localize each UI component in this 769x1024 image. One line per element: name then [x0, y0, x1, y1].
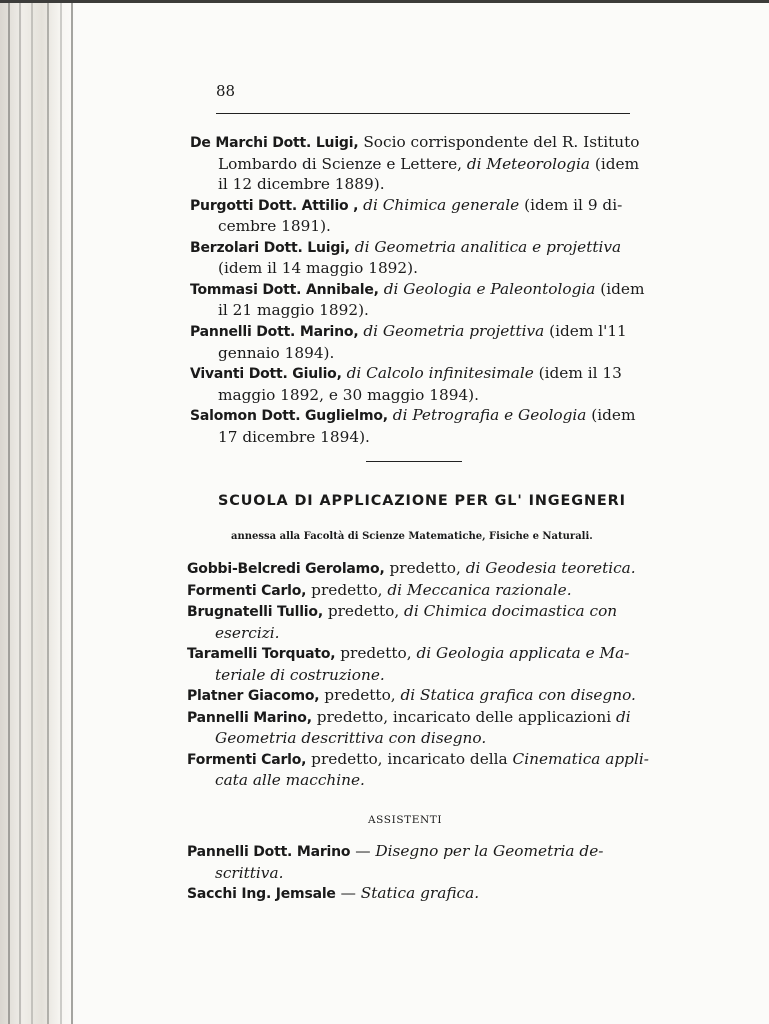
assistant-entry: [187, 883, 637, 905]
entry-text: —: [350, 842, 376, 860]
entry-continuation-line: [187, 623, 637, 644]
entry-continuation-line: [190, 216, 640, 237]
entry-text: predetto,: [322, 602, 405, 620]
entry-continuation-line: [190, 174, 640, 195]
entry-first-line: [187, 580, 637, 602]
person-name: Platner Giacomo,: [187, 688, 320, 705]
entry-text: scrittiva.: [215, 863, 284, 882]
entry-text: (idem: [590, 154, 640, 173]
entry-text: predetto, incaricato della: [306, 749, 513, 768]
entry-text: di Geodesia teoretica.: [465, 559, 636, 577]
entry-text: (idem: [586, 406, 636, 425]
entry-first-line: [187, 883, 637, 905]
faculty-entry: [190, 195, 640, 237]
entry-text: 17 dicembre 1894).: [218, 427, 370, 446]
entry-first-line: [190, 279, 645, 301]
entry-text: il 12 dicembre 1889).: [218, 175, 385, 194]
entry-first-line: [187, 643, 637, 665]
entry-text: di Meccanica razionale.: [387, 580, 572, 599]
entry-continuation-line: [187, 728, 637, 749]
school-entry: [187, 601, 637, 643]
person-name: Formenti Carlo,: [187, 751, 307, 768]
entry-text: il 21 maggio 1892).: [218, 301, 369, 320]
entry-text: Socio corrispondente del R. Istituto: [358, 133, 640, 151]
school-entry: [187, 749, 649, 791]
entry-text: cembre 1891).: [218, 217, 331, 236]
person-name: Formenti Carlo,: [187, 582, 307, 599]
entry-text: predetto,: [319, 686, 401, 705]
faculty-entry: [190, 321, 640, 363]
entry-text: predetto,: [335, 644, 417, 663]
entry-text: di Chimica docimastica con: [404, 602, 618, 620]
entry-first-line: [187, 841, 637, 863]
entry-text: di Geologia e Paleontologia: [383, 279, 596, 298]
entry-text: Disegno per la Geometria de-: [375, 842, 604, 860]
entry-first-line: [190, 321, 640, 343]
person-name: Vivanti Dott. Giulio,: [190, 366, 342, 383]
entry-text: —: [335, 884, 361, 903]
entry-first-line: [190, 363, 640, 385]
person-name: Pannelli Dott. Marino,: [190, 324, 359, 340]
school-entry: [187, 707, 637, 749]
person-name: Taramelli Torquato,: [187, 646, 336, 663]
faculty-entry: [190, 405, 640, 447]
school-entry: [187, 558, 637, 580]
faculty-entry: [190, 132, 640, 195]
entry-text: (idem il 14 maggio 1892).: [218, 259, 418, 278]
entry-text: di Meteorologia: [466, 154, 590, 173]
faculty-entry: [190, 279, 645, 321]
entry-first-line: [187, 749, 649, 771]
entry-continuation-line: [190, 154, 640, 175]
entry-text: (idem il 13: [533, 364, 622, 383]
entry-continuation-line: [190, 258, 640, 279]
entry-text: esercizi.: [215, 623, 280, 642]
entry-text: cata alle macchine.: [215, 771, 365, 790]
assistants-heading: ASSISTENTI: [368, 814, 443, 826]
entry-text: Geometria descrittiva con disegno.: [215, 729, 487, 748]
entry-first-line: [187, 601, 637, 623]
entry-text: di: [615, 707, 631, 726]
entry-text: Lombardo di Scienze e Lettere,: [218, 154, 467, 173]
entry-continuation-line: [190, 300, 640, 321]
section-separator: [366, 461, 462, 462]
page-number: 88: [216, 82, 236, 100]
entry-continuation-line: [190, 427, 640, 448]
person-name: Gobbi-Belcredi Gerolamo,: [187, 561, 385, 577]
entry-text: di Geometria projettiva: [363, 322, 545, 340]
entry-first-line: [190, 405, 640, 427]
faculty-entry: [190, 363, 640, 405]
entry-text: di Geologia applicata e Ma-: [416, 644, 630, 663]
faculty-entry: [190, 237, 640, 279]
entry-text: predetto,: [384, 559, 466, 577]
section-subheading: annessa alla Facoltà di Scienze Matematiche, Fisiche e Naturali.: [231, 531, 593, 542]
entry-continuation-line: [190, 343, 640, 364]
section-heading: SCUOLA DI APPLICAZIONE PER GL' INGEGNERI: [218, 493, 626, 509]
entry-text: (idem il 9 di-: [519, 195, 623, 214]
entry-text: di Statica grafica con disegno.: [400, 686, 636, 705]
school-entry: [187, 685, 637, 707]
entry-text: gennaio 1894).: [218, 343, 335, 362]
header-rule: [216, 113, 630, 114]
entry-text: di Chimica generale: [363, 195, 520, 214]
entry-text: predetto,: [306, 580, 388, 599]
school-entry: [187, 643, 637, 685]
person-name: Tommasi Dott. Annibale,: [190, 281, 379, 298]
person-name: De Marchi Dott. Luigi,: [190, 135, 359, 151]
entry-first-line: [190, 195, 640, 217]
entry-text: predetto, incaricato delle applicazioni: [311, 707, 616, 726]
entry-text: teriale di costruzione.: [215, 665, 385, 684]
entry-text: di Petrografia e Geologia: [392, 406, 587, 425]
entry-text: Statica grafica.: [360, 884, 480, 903]
person-name: Salomon Dott. Guglielmo,: [190, 408, 388, 425]
entry-text: Cinematica appli-: [512, 749, 649, 768]
entry-text: maggio 1892, e 30 maggio 1894).: [218, 385, 480, 404]
entry-first-line: [187, 685, 637, 707]
person-name: Purgotti Dott. Attilio ,: [190, 197, 359, 214]
person-name: Sacchi Ing. Jemsale: [187, 886, 336, 903]
entry-first-line: [187, 707, 637, 729]
person-name: Pannelli Dott. Marino: [187, 844, 351, 860]
entry-text: (idem: [595, 279, 645, 298]
school-entry: [187, 580, 637, 602]
entry-continuation-line: [187, 665, 637, 686]
entry-first-line: [190, 132, 640, 154]
entry-text: di Geometria analitica e projettiva: [354, 237, 622, 256]
top-edge-shadow: [0, 0, 769, 3]
entry-continuation-line: [187, 770, 637, 791]
assistant-entry: [187, 841, 637, 883]
entry-text: di Calcolo infinitesimale: [346, 364, 534, 383]
person-name: Brugnatelli Tullio,: [187, 604, 323, 620]
person-name: Berzolari Dott. Luigi,: [190, 239, 350, 256]
book-binding-edge: [0, 0, 76, 1024]
entry-continuation-line: [187, 863, 637, 884]
entry-text: (idem l'11: [544, 322, 627, 340]
entry-first-line: [187, 558, 637, 580]
entry-continuation-line: [190, 385, 640, 406]
entry-first-line: [190, 237, 640, 259]
person-name: Pannelli Marino,: [187, 709, 312, 726]
